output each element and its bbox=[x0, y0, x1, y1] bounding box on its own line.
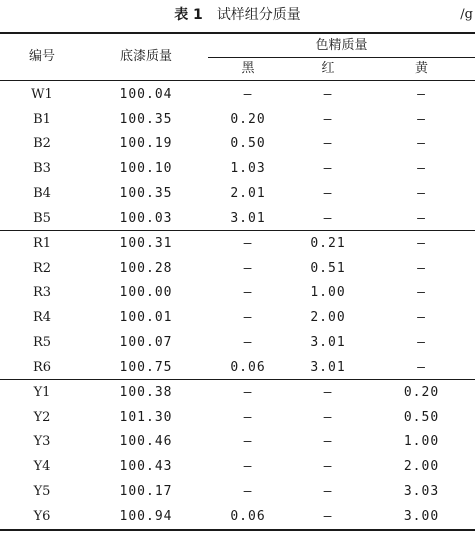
cell-base: 100.43 bbox=[119, 459, 173, 475]
cell-id: R3 bbox=[32, 285, 52, 301]
header-black: 黑 bbox=[241, 61, 255, 76]
cell-yellow: — bbox=[417, 260, 426, 276]
cell-black: — bbox=[243, 334, 253, 350]
cell-red: — bbox=[323, 409, 333, 425]
cell-id: Y4 bbox=[33, 459, 51, 475]
cell-black: 1.03 bbox=[230, 161, 266, 177]
cell-red: — bbox=[323, 459, 333, 475]
cell-base: 100.35 bbox=[119, 111, 173, 127]
cell-yellow: 3.03 bbox=[403, 483, 440, 499]
cell-black: — bbox=[243, 385, 253, 400]
cell-yellow: 2.00 bbox=[403, 459, 440, 475]
cell-yellow: — bbox=[417, 161, 426, 177]
cell-red: — bbox=[323, 161, 333, 177]
cell-yellow: — bbox=[417, 310, 426, 326]
cell-base: 100.03 bbox=[119, 210, 173, 226]
cell-black: 2.01 bbox=[230, 185, 266, 201]
cell-red: — bbox=[323, 385, 333, 400]
cell-red: 0.21 bbox=[310, 236, 346, 251]
cell-id: R1 bbox=[32, 236, 52, 251]
cell-yellow: 0.50 bbox=[403, 409, 440, 425]
cell-black: 0.50 bbox=[230, 136, 266, 152]
cell-base: 100.00 bbox=[119, 285, 173, 301]
cell-red: 2.00 bbox=[310, 310, 346, 326]
cell-red: — bbox=[323, 185, 333, 201]
cell-yellow: — bbox=[417, 210, 426, 226]
cell-id: Y3 bbox=[33, 434, 51, 450]
cell-black: 0.06 bbox=[230, 359, 266, 375]
caption-number: 表 1 bbox=[174, 7, 203, 23]
cell-id: B1 bbox=[33, 111, 51, 127]
cell-base: 100.35 bbox=[119, 185, 173, 201]
cell-base: 100.31 bbox=[119, 236, 173, 251]
cell-base: 100.07 bbox=[119, 334, 173, 350]
cell-base: 100.94 bbox=[119, 508, 173, 524]
header-red: 红 bbox=[321, 61, 335, 76]
cell-yellow: — bbox=[417, 334, 426, 350]
table-caption bbox=[0, 4, 475, 26]
cell-black: — bbox=[243, 260, 253, 276]
unit-label: /g bbox=[460, 7, 473, 22]
cell-black: — bbox=[243, 310, 253, 326]
cell-black: — bbox=[243, 459, 253, 475]
cell-base: 100.46 bbox=[119, 434, 173, 450]
bottom-rule bbox=[0, 529, 475, 531]
cell-id: B2 bbox=[33, 136, 51, 152]
header-rule bbox=[0, 80, 475, 81]
cell-yellow: — bbox=[417, 185, 426, 201]
cell-red: — bbox=[323, 111, 333, 127]
cell-red: — bbox=[323, 434, 333, 450]
cell-id: R6 bbox=[32, 359, 52, 375]
cell-yellow: — bbox=[417, 111, 426, 127]
header-pigment-group: 色精质量 bbox=[315, 38, 368, 53]
cell-black: — bbox=[243, 483, 253, 499]
cell-id: R4 bbox=[32, 310, 52, 326]
caption-title: 试样组分质量 bbox=[216, 7, 301, 23]
cell-yellow: 0.20 bbox=[403, 385, 440, 400]
cell-yellow: — bbox=[417, 285, 426, 301]
cell-black: 0.06 bbox=[230, 508, 266, 524]
cell-red: 0.51 bbox=[310, 260, 346, 276]
cell-id: Y2 bbox=[33, 409, 51, 425]
cell-black: — bbox=[243, 87, 253, 102]
cell-id: R2 bbox=[32, 260, 52, 276]
cell-yellow: 1.00 bbox=[403, 434, 440, 450]
header-yellow: 黄 bbox=[414, 61, 428, 76]
cell-base: 100.04 bbox=[119, 87, 173, 102]
cell-base: 101.30 bbox=[119, 409, 173, 425]
cell-yellow: — bbox=[417, 359, 426, 375]
cell-red: — bbox=[323, 136, 333, 152]
cell-base: 100.19 bbox=[119, 136, 173, 152]
cell-black: — bbox=[243, 285, 253, 301]
cell-base: 100.01 bbox=[119, 310, 173, 326]
cell-black: — bbox=[243, 236, 253, 251]
cell-black: 3.01 bbox=[230, 210, 266, 226]
cell-black: 0.20 bbox=[230, 111, 266, 127]
cell-id: B4 bbox=[33, 185, 51, 201]
cell-id: W1 bbox=[31, 87, 53, 102]
cell-red: — bbox=[323, 87, 333, 102]
cell-red: — bbox=[323, 210, 333, 226]
cell-id: R5 bbox=[32, 334, 52, 350]
cell-yellow: 3.00 bbox=[403, 508, 440, 524]
cell-red: 3.01 bbox=[310, 334, 346, 350]
cell-yellow: — bbox=[417, 136, 426, 152]
cell-red: 3.01 bbox=[310, 359, 346, 375]
cell-yellow: — bbox=[417, 236, 426, 251]
cell-id: Y1 bbox=[33, 385, 51, 400]
cell-red: 1.00 bbox=[310, 285, 346, 301]
cell-yellow: — bbox=[417, 87, 426, 102]
cell-base: 100.38 bbox=[119, 385, 173, 400]
cell-id: B5 bbox=[33, 210, 51, 226]
cell-red: — bbox=[323, 483, 333, 499]
cell-base: 100.17 bbox=[119, 483, 173, 499]
cell-base: 100.28 bbox=[119, 260, 173, 276]
cell-base: 100.75 bbox=[119, 359, 173, 375]
group-rule-2 bbox=[0, 379, 475, 380]
cell-id: B3 bbox=[33, 161, 51, 177]
cell-black: — bbox=[243, 409, 253, 425]
cell-black: — bbox=[243, 434, 253, 450]
cell-red: — bbox=[323, 508, 333, 524]
header-id: 编号 bbox=[28, 49, 55, 64]
cell-id: Y5 bbox=[33, 483, 51, 499]
group-rule-1 bbox=[0, 230, 475, 231]
cell-base: 100.10 bbox=[119, 161, 173, 177]
cell-id: Y6 bbox=[33, 508, 51, 524]
header-base: 底漆质量 bbox=[119, 49, 172, 64]
